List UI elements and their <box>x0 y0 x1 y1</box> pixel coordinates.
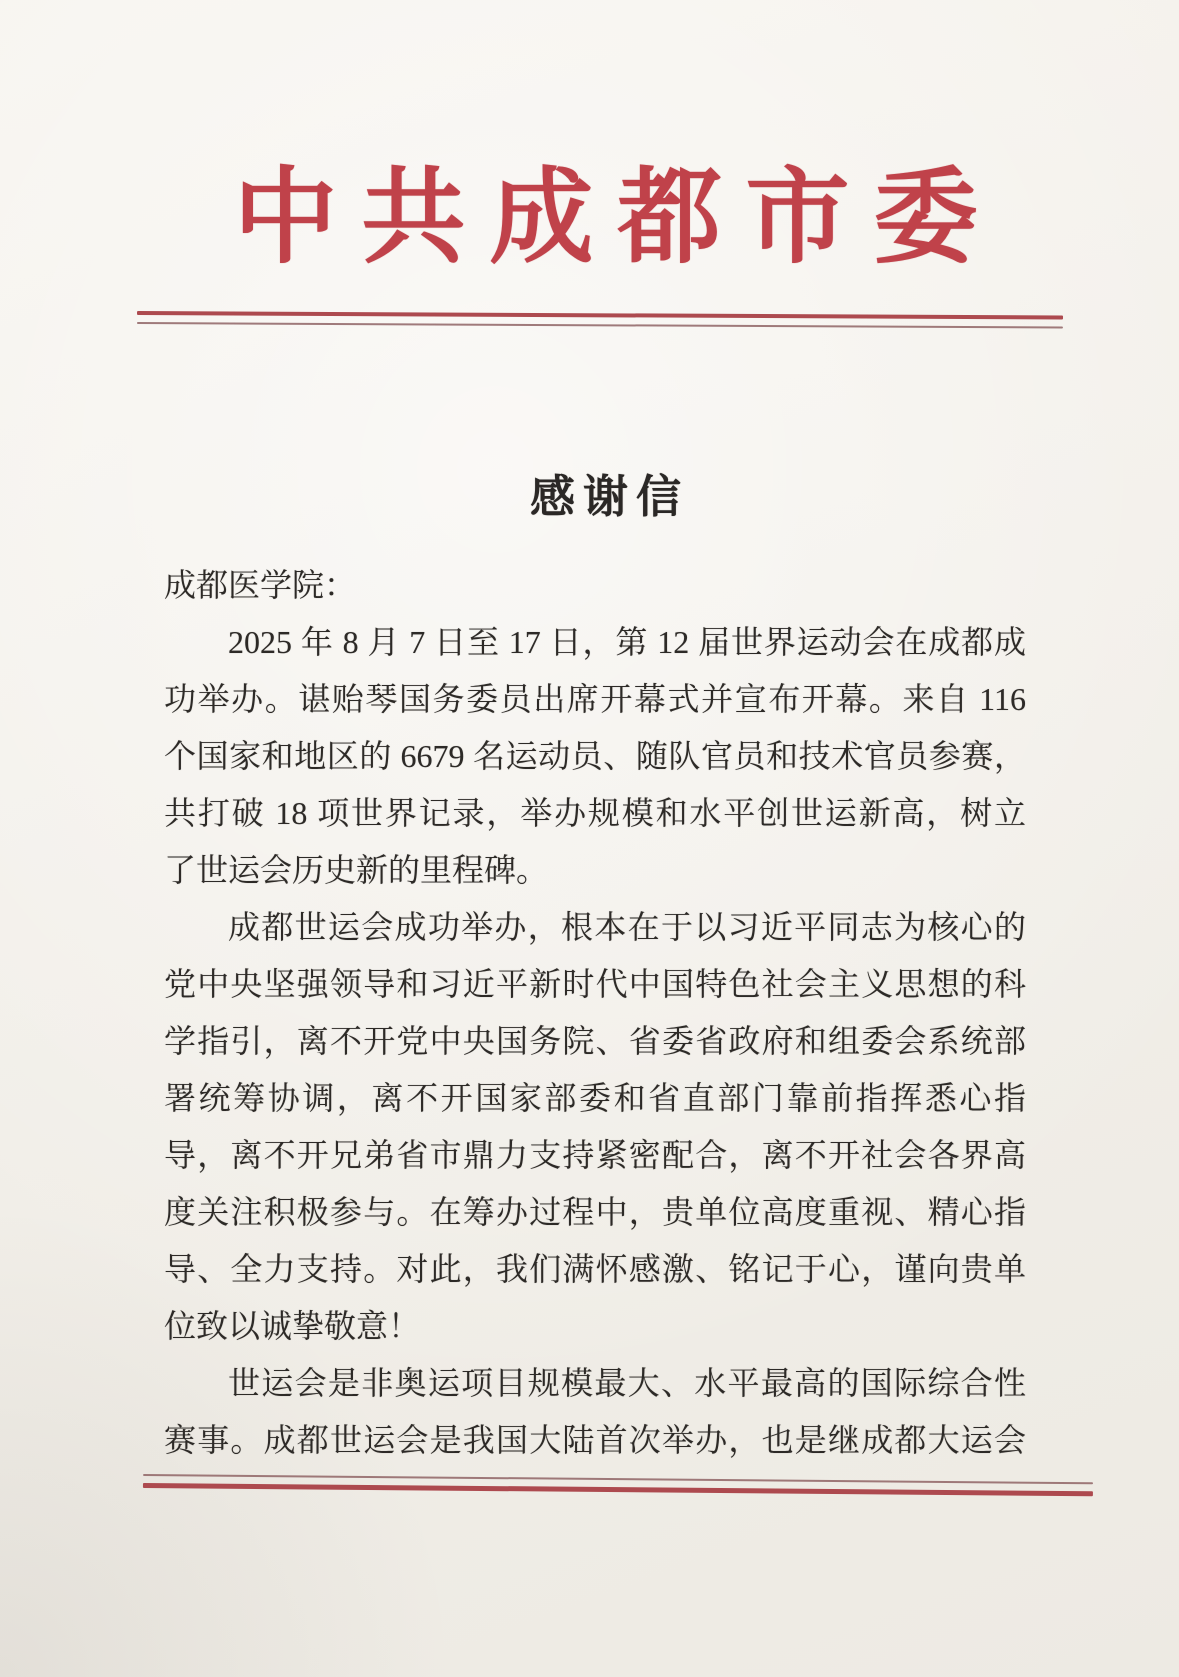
body-line: 赛事。成都世运会是我国大陆首次举办，也是继成都大运会 <box>164 1422 1026 1458</box>
body-line: 世运会是非奥运项目规模最大、水平最高的国际综合性 <box>228 1365 1026 1401</box>
body-line: 导，离不开兄弟省市鼎力支持紧密配合，离不开社会各界高 <box>164 1137 1026 1173</box>
body-paragraph <box>164 899 1026 1355</box>
body-line: 个国家和地区的 6679 名运动员、随队官员和技术官员参赛， <box>164 738 1026 774</box>
body-paragraph <box>164 614 1026 899</box>
letterhead-org-name: 中共成都市委 <box>233 161 1002 276</box>
footer-rule-thin-line <box>143 1474 1093 1484</box>
letter-paragraphs <box>164 614 1026 1469</box>
footer-rule-thick-line <box>143 1483 1093 1496</box>
footer-double-rule <box>143 1474 1093 1496</box>
body-line: 党中央坚强领导和习近平新时代中国特色社会主义思想的科 <box>164 966 1026 1002</box>
body-line: 2025 年 8 月 7 日至 17 日，第 12 届世界运动会在成都成 <box>228 624 1026 660</box>
body-line: 署统筹协调，离不开国家部委和省直部门靠前指挥悉心指 <box>164 1080 1026 1116</box>
body-line: 了世运会历史新的里程碑。 <box>164 852 549 888</box>
salutation: 成都医学院： <box>164 567 357 603</box>
body-line: 度关注积极参与。在筹办过程中，贵单位高度重视、精心指 <box>164 1194 1026 1230</box>
body-line: 位致以诚挚敬意！ <box>164 1308 421 1344</box>
body-line: 导、全力支持。对此，我们满怀感激、铭记于心，谨向贵单 <box>164 1251 1026 1287</box>
header-rule-thin-line <box>137 322 1063 329</box>
letter-title: 感谢信 <box>529 472 689 522</box>
body-line: 功举办。谌贻琴国务委员出席开幕式并宣布开幕。来自 116 <box>164 681 1026 717</box>
body-line: 成都世运会成功举办，根本在于以习近平同志为核心的 <box>228 909 1026 945</box>
body-paragraph <box>164 1355 1026 1469</box>
header-rule-thick-line <box>137 311 1063 320</box>
letter-body <box>164 557 1026 1469</box>
body-line: 学指引，离不开党中央国务院、省委省政府和组委会系统部 <box>164 1023 1026 1059</box>
body-line: 共打破 18 项世界记录，举办规模和水平创世运新高，树立 <box>164 795 1026 831</box>
header-double-rule <box>137 311 1063 329</box>
